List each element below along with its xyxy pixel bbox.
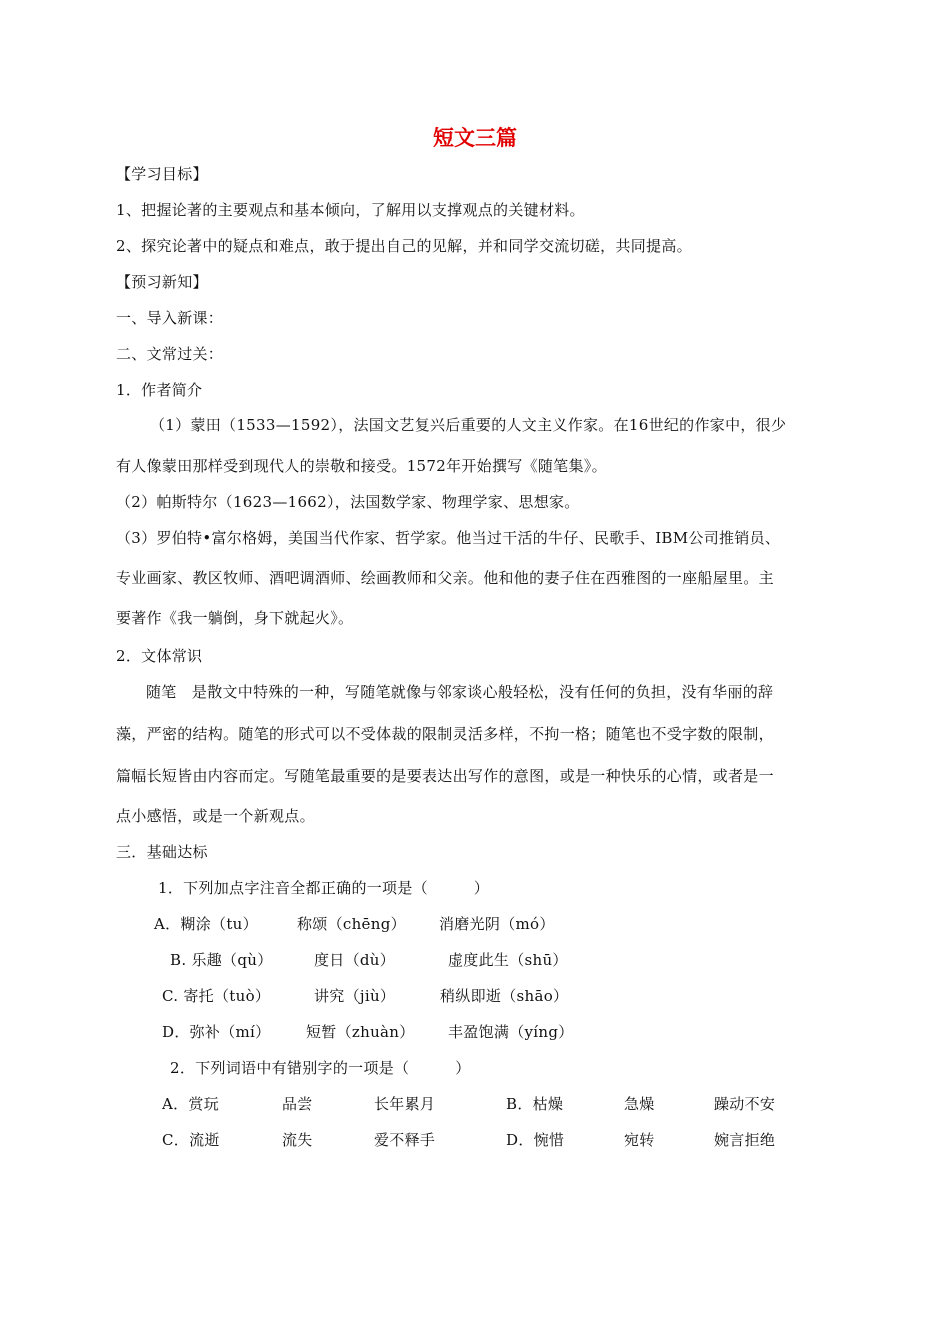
q2-r2-item-1: C．流逝 xyxy=(162,1131,220,1149)
q2-r1-item-1: A．赏玩 xyxy=(162,1095,220,1113)
goals-header: 【学习目标】 xyxy=(116,165,208,183)
q1-d-item-1: D．弥补（mí） xyxy=(162,1023,271,1041)
q2-row-2 xyxy=(162,1130,775,1150)
goal-1: 1、把握论著的主要观点和基本倾向，了解用以支撑观点的关键材料。 xyxy=(116,201,585,219)
q1-b-item-2: 度日（dù） xyxy=(314,951,396,969)
question-2: 2．下列词语中有错别字的一项是（ ） xyxy=(170,1059,471,1077)
author-intro-heading: 1．作者简介 xyxy=(116,381,203,399)
author-1-line-1: （1）蒙田（1533—1592），法国文艺复兴后重要的人文主义作家。在16世纪的作家中，很少 xyxy=(150,416,787,434)
q1-b-item-3: 虚度此生（shū） xyxy=(448,951,568,969)
q2-r2-item-2: 流失 xyxy=(282,1131,313,1149)
q1-b-item-1: B. 乐趣（qù） xyxy=(170,951,273,969)
section-1-heading: 一、导入新课： xyxy=(116,309,224,327)
q1-d-item-2: 短暂（zhuàn） xyxy=(306,1023,415,1041)
q1-d-item-3: 丰盈饱满（yíng） xyxy=(448,1023,574,1041)
q1-a-item-3: 消磨光阴（mó） xyxy=(439,915,555,933)
genre-heading: 2．文体常识 xyxy=(116,647,203,665)
author-3-line-2: 专业画家、教区牧师、酒吧调酒师、绘画教师和父亲。他和他的妻子住在西雅图的一座船屋里。主 xyxy=(116,569,774,587)
author-2: （2）帕斯特尔（1623—1662），法国数学家、物理学家、思想家。 xyxy=(116,493,580,511)
q2-r1-item-3: 长年累月 xyxy=(374,1095,436,1113)
preview-header: 【预习新知】 xyxy=(116,273,208,291)
author-3-line-1: （3）罗伯特•富尔格姆，美国当代作家、哲学家。他当过干活的牛仔、民歌手、IBM公司推销员、 xyxy=(116,529,781,547)
goal-2: 2、探究论著中的疑点和难点，敢于提出自己的见解，并和同学交流切磋，共同提高。 xyxy=(116,237,692,255)
q1-a-item-1: A．糊涂（tu） xyxy=(154,915,258,933)
q2-r1-item-5: 急燥 xyxy=(624,1095,655,1113)
q2-r2-item-3: 爱不释手 xyxy=(374,1131,436,1149)
section-2-heading: 二、文常过关： xyxy=(116,345,224,363)
q2-r1-item-6: 躁动不安 xyxy=(714,1095,776,1113)
q1-option-b xyxy=(170,950,568,970)
q1-option-a xyxy=(154,914,555,934)
author-3-line-3: 要著作《我一躺倒，身下就起火》。 xyxy=(116,609,354,627)
q2-row-1 xyxy=(162,1094,775,1114)
page-title: 短文三篇 xyxy=(433,126,517,150)
q1-c-item-3: 稍纵即逝（shāo） xyxy=(440,987,569,1005)
section-3-heading: 三．基础达标 xyxy=(116,843,208,861)
q1-option-c xyxy=(162,986,568,1006)
q1-a-item-2: 称颂（chēng） xyxy=(297,915,406,933)
q1-option-d xyxy=(162,1022,574,1042)
genre-line-1: 随笔 是散文中特殊的一种，写随笔就像与邻家谈心般轻松，没有任何的负担，没有华丽的辞 xyxy=(146,683,774,701)
genre-line-3: 篇幅长短皆由内容而定。写随笔最重要的是要表达出写作的意图，或是一种快乐的心情，或者是一 xyxy=(116,767,774,785)
q2-r2-item-6: 婉言拒绝 xyxy=(714,1131,776,1149)
q1-c-item-1: C. 寄托（tuò） xyxy=(162,987,271,1005)
genre-line-4: 点小感悟，或是一个新观点。 xyxy=(116,807,315,825)
question-1: 1．下列加点字注音全都正确的一项是（ ） xyxy=(158,879,490,897)
author-1-line-2: 有人像蒙田那样受到现代人的崇敬和接受。1572年开始撰写《随笔集》。 xyxy=(116,457,607,475)
genre-line-2: 藻，严密的结构。随笔的形式可以不受体裁的限制灵活多样，不拘一格；随笔也不受字数的限制， xyxy=(116,725,774,743)
q2-r1-item-2: 品尝 xyxy=(282,1095,313,1113)
q1-c-item-2: 讲究（jiù） xyxy=(314,987,396,1005)
q2-r1-item-4: B．枯燥 xyxy=(506,1095,564,1113)
q2-r2-item-5: 宛转 xyxy=(624,1131,655,1149)
q2-r2-item-4: D．惋惜 xyxy=(506,1131,565,1149)
